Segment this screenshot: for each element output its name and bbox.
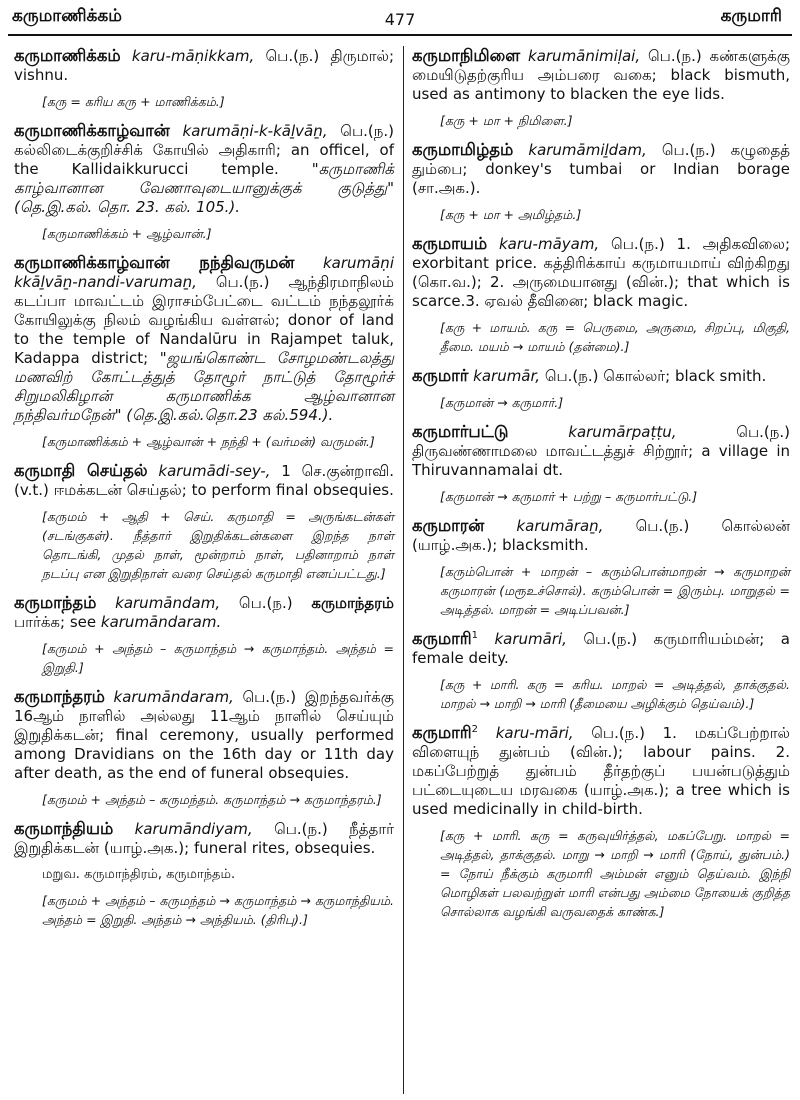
definition: 1 செ.குன்றாவி. (v.t.) ஈமக்கடன் செய்தல்; to perform final obsequies.	[14, 462, 394, 499]
headword: கருமார்	[412, 366, 469, 385]
citation: "கருமாணிக் காழ்வானான வேணாவுடையானுக்குக் குடுத்து" (தெ.இ.கல். தொ. 23. கல். 105.).	[14, 160, 394, 216]
synonym-note: மறுவ. கருமாந்திரம், கருமாந்தம்.	[42, 867, 236, 882]
column-divider	[403, 46, 404, 1094]
dictionary-entry	[14, 819, 394, 858]
etymology: [கருமம் + அந்தம் – கருமாந்தம் → கருமாந்தம். அந்தம் = இறுதி.]	[42, 641, 394, 675]
transliteration: karumādi-sey-,	[147, 462, 271, 480]
etymology: [கருமான் → கருமார்.]	[440, 395, 564, 410]
transliteration: karumāri,	[478, 630, 567, 648]
right-column	[412, 46, 790, 1094]
headword: கருமாயம்	[412, 234, 488, 253]
etymology: [கரு + மாரி. கரு = கருவுயிர்த்தல், மகப்பேறு. மாறல் = அடித்தல், தாக்குதல். மாறு → மாறி → மாரி (நோய், துன்பம்.) = நோய் நீக்கும் கருமாரி அம்மன் எனும் தெய்வம். இந்நி மொழிகள் பலவற்றுள் மாரி என்பது அம்மை நோயைக் குறித்த சொல்லாக வழங்கி வருவதைக் காண்க.]	[440, 828, 790, 919]
transliteration: karumāraṉ,	[484, 517, 604, 535]
homonym-number: 2	[471, 724, 478, 735]
dictionary-entry	[14, 46, 394, 85]
dictionary-entry	[412, 46, 790, 104]
running-head	[8, 0, 792, 36]
dictionary-entry	[412, 723, 790, 819]
etymology: [கரு + மாயம். கரு = பெருமை, அருமை, சிறப்பு, மிகுதி, தீமை. மயம் → மாயம் (தன்மை).]	[440, 320, 790, 354]
transliteration: karumār,	[468, 367, 541, 385]
headword: கருமாந்தம்	[14, 593, 97, 612]
definition: பெ.(ந.) 1. மகப்பேற்றால் விளையுந் துன்பம் (வின்.); labour pains. 2. மகப்பேற்றுத் துன்பம் தீர்தற்குப் பயன்படுத்தும் பட்டையுடைய மரவகை (யாழ்.அக.); a tree which is used medicinally in child-birth.	[412, 724, 790, 818]
etymology: [கரு + மா + அமிழ்தம்.]	[440, 207, 582, 222]
headword: கருமாணிக்கம்	[14, 46, 121, 65]
definition: பெ.(ந.) 1. அதிகவிலை; exorbitant price. கத்திரிக்காய் கருமாயமாய் விற்கிறது (கொ.வ.); 2. அருமையானது (வின்.); that which is scarce.3. ஏவல் தீவினை; black magic.	[412, 235, 790, 310]
transliteration: karumāndam,	[96, 594, 221, 612]
transliteration: karu-māṇikkam,	[131, 47, 255, 65]
guide-word-left: கருமாணிக்கம்	[12, 6, 122, 26]
dictionary-entry	[412, 366, 790, 386]
definition: பெ.(ந.) கொல்லன் (யாழ்.அக.); blacksmith.	[412, 517, 791, 554]
headword: கருமாமிழ்தம்	[412, 140, 514, 159]
dictionary-entry	[412, 234, 790, 311]
dictionary-entry	[14, 253, 394, 425]
transliteration: karu-māri,	[478, 724, 574, 742]
etymology: [கருமம் + ஆதி + செய். கருமாதி = அருங்கடன்கள் (சடங்குகள்). நீத்தார் இறுதிக்கடன்களை இறந்த நாள் தொடங்கி, முதல் நாள், மூன்றாம் நாள், பதினாறாம் நாள் நடப்பு என இறுதிநாள் வரை செய்தல் கருமாதி எனப்பட்டது.]	[42, 509, 394, 581]
columns	[14, 46, 790, 1094]
dictionary-entry	[412, 422, 790, 480]
headword: கருமாரி	[412, 723, 472, 742]
headword: கருமாதி செய்தல்	[14, 461, 148, 480]
definition: பெ.(ந.) கல்லிடைக்குறிச்சிக் கோயில் அதிகாரி; an officel, of the Kallidaikkurucci temple.	[14, 122, 394, 178]
transliteration: karumārpaṭṭu,	[508, 423, 677, 441]
definition: பெ.(ந.)	[220, 594, 312, 612]
dictionary-entry	[14, 121, 394, 217]
transliteration: karu-māyam,	[487, 235, 600, 253]
dictionary-entry	[412, 629, 790, 668]
homonym-number: 1	[471, 630, 478, 641]
etymology: [கருமாணிக்கம் + ஆழ்வான் + நந்தி + (வர்மன்) வருமன்.]	[42, 434, 375, 449]
definition: பெ.(ந.) திருவண்ணாமலை மாவட்டத்துச் சிற்றூர்; a village in Thiruvannamalai dt.	[412, 423, 790, 479]
headword: கருமார்பட்டு	[412, 422, 509, 441]
etymology: [கருமான் → கருமார் + பற்று – கருமார்பட்டு.]	[440, 489, 698, 504]
etymology: [கருமாணிக்கம் + ஆழ்வான்.]	[42, 226, 212, 241]
cross-reference: கருமாந்தரம்	[311, 594, 394, 612]
definition: பெ.(ந.) கொல்லர்; black smith.	[540, 367, 767, 385]
left-column	[14, 46, 394, 1094]
dictionary-entry	[14, 461, 394, 500]
definition: பெ.(ந.) கருமாரியம்மன்; a female deity.	[412, 630, 790, 667]
transliteration: karumāṇi kkāḻvāṉ-nandi-varumaṉ,	[14, 254, 394, 291]
transliteration: karumāndaram,	[104, 688, 234, 706]
cross-reference-transliteration: karumāndaram.	[100, 613, 222, 631]
transliteration: karumāṇi-k-kāḻvāṉ,	[182, 122, 328, 140]
definition: பார்க்க; see	[14, 613, 101, 631]
etymology: [கருமம் + அந்தம் – கருமந்தம். கருமாந்தம் → கருமாந்தரம்.]	[42, 792, 382, 807]
dictionary-entry	[412, 140, 790, 198]
transliteration: karumāndiyam,	[113, 820, 253, 838]
headword: கருமாணிக்காழ்வான்	[14, 121, 170, 140]
dictionary-entry	[14, 687, 394, 783]
etymology: [கரு + மாரி. கரு = கரிய. மாறல் = அடித்தல், தாக்குதல். மாறல் → மாறி → மாரி (தீமையை அழிக்கும் தெய்வம்).]	[440, 677, 790, 711]
dictionary-entry	[14, 593, 394, 632]
etymology: [கரு = கரிய கரு + மாணிக்கம்.]	[42, 94, 225, 109]
headword: கருமாந்தியம்	[14, 819, 114, 838]
etymology: [கரு + மா + நிமிளை.]	[440, 113, 573, 128]
headword: கருமாணிக்காழ்வான் நந்திவருமன்	[14, 253, 295, 272]
definition: பெ.(ந.) கழுதைத் தும்பை; donkey's tumbai or Indian borage (சா.அக.).	[412, 141, 790, 197]
transliteration: karumānimiḷai,	[520, 47, 641, 65]
headword: கருமாரி	[412, 629, 472, 648]
citation: "ஜயங்கொண்ட சோழமண்டலத்து மணவிற் கோட்டத்துத் தோழூர் நாட்டுத் தோழூர்ச் சிறுமலிகிழான் கருமாணிக்க ஆழ்வானான நந்திவர்மநேன்" (தெ.இ.கல்.தொ.23 கல்.594.).	[14, 349, 394, 424]
etymology: [கரும்பொன் + மாறன் – கரும்பொன்மாறன் → கருமாறன் கருமாரன் (மரூஉச்சொல்). கரும்பொன் = இரும்பு. மாறுதல் = அடித்தல். மாறன் = அடிப்பவன்.]	[440, 564, 790, 617]
dictionary-entry	[412, 516, 790, 555]
transliteration: karumāmiḻdam,	[513, 141, 647, 159]
definition: பெ.(ந.) திருமால்; vishnu.	[14, 47, 394, 84]
page-number: 477	[384, 10, 416, 29]
definition: பெ.(ந.) ஆந்திரமாநிலம் கடப்பா மாவட்டம் இராசம்பேட்டை வட்டம் நந்தலூர்க் கோயிலுக்கு நிலம் வழங்கிய வள்ளல்; donor of land to the temple of Nandalūru in Rajampet taluk, Kadappa district;	[14, 273, 394, 367]
definition: பெ.(ந.) இறந்தவர்க்கு 16ஆம் நாளில் அல்லது 11ஆம் நாளில் செய்யும் இறுதிக்கடன்; final ceremony, usually performed among Dravidians on the 16th day or 11th day after death, as the end of funeral obsequies.	[14, 688, 394, 782]
definition: பெ.(ந.) கண்களுக்கு மையிடுதற்குரிய அம்பரை வகை; black bismuth, used as antimony to blacken the eye lids.	[412, 47, 791, 103]
headword: கருமாரன்	[412, 516, 485, 535]
definition: பெ.(ந.) நீத்தார் இறுதிக்கடன் (யாழ்.அக.); funeral rites, obsequies.	[14, 820, 394, 857]
etymology: [கருமம் + அந்தம் – கருமந்தம் → கருமாந்தம் → கருமாந்தியம். அந்தம் = இறுதி. அந்தம் → அந்தியம். (திரிபு).]	[42, 893, 394, 927]
headword: கருமாநிமிளை	[412, 46, 521, 65]
guide-word-right: கருமாரி	[720, 6, 782, 26]
headword: கருமாந்தரம்	[14, 687, 105, 706]
